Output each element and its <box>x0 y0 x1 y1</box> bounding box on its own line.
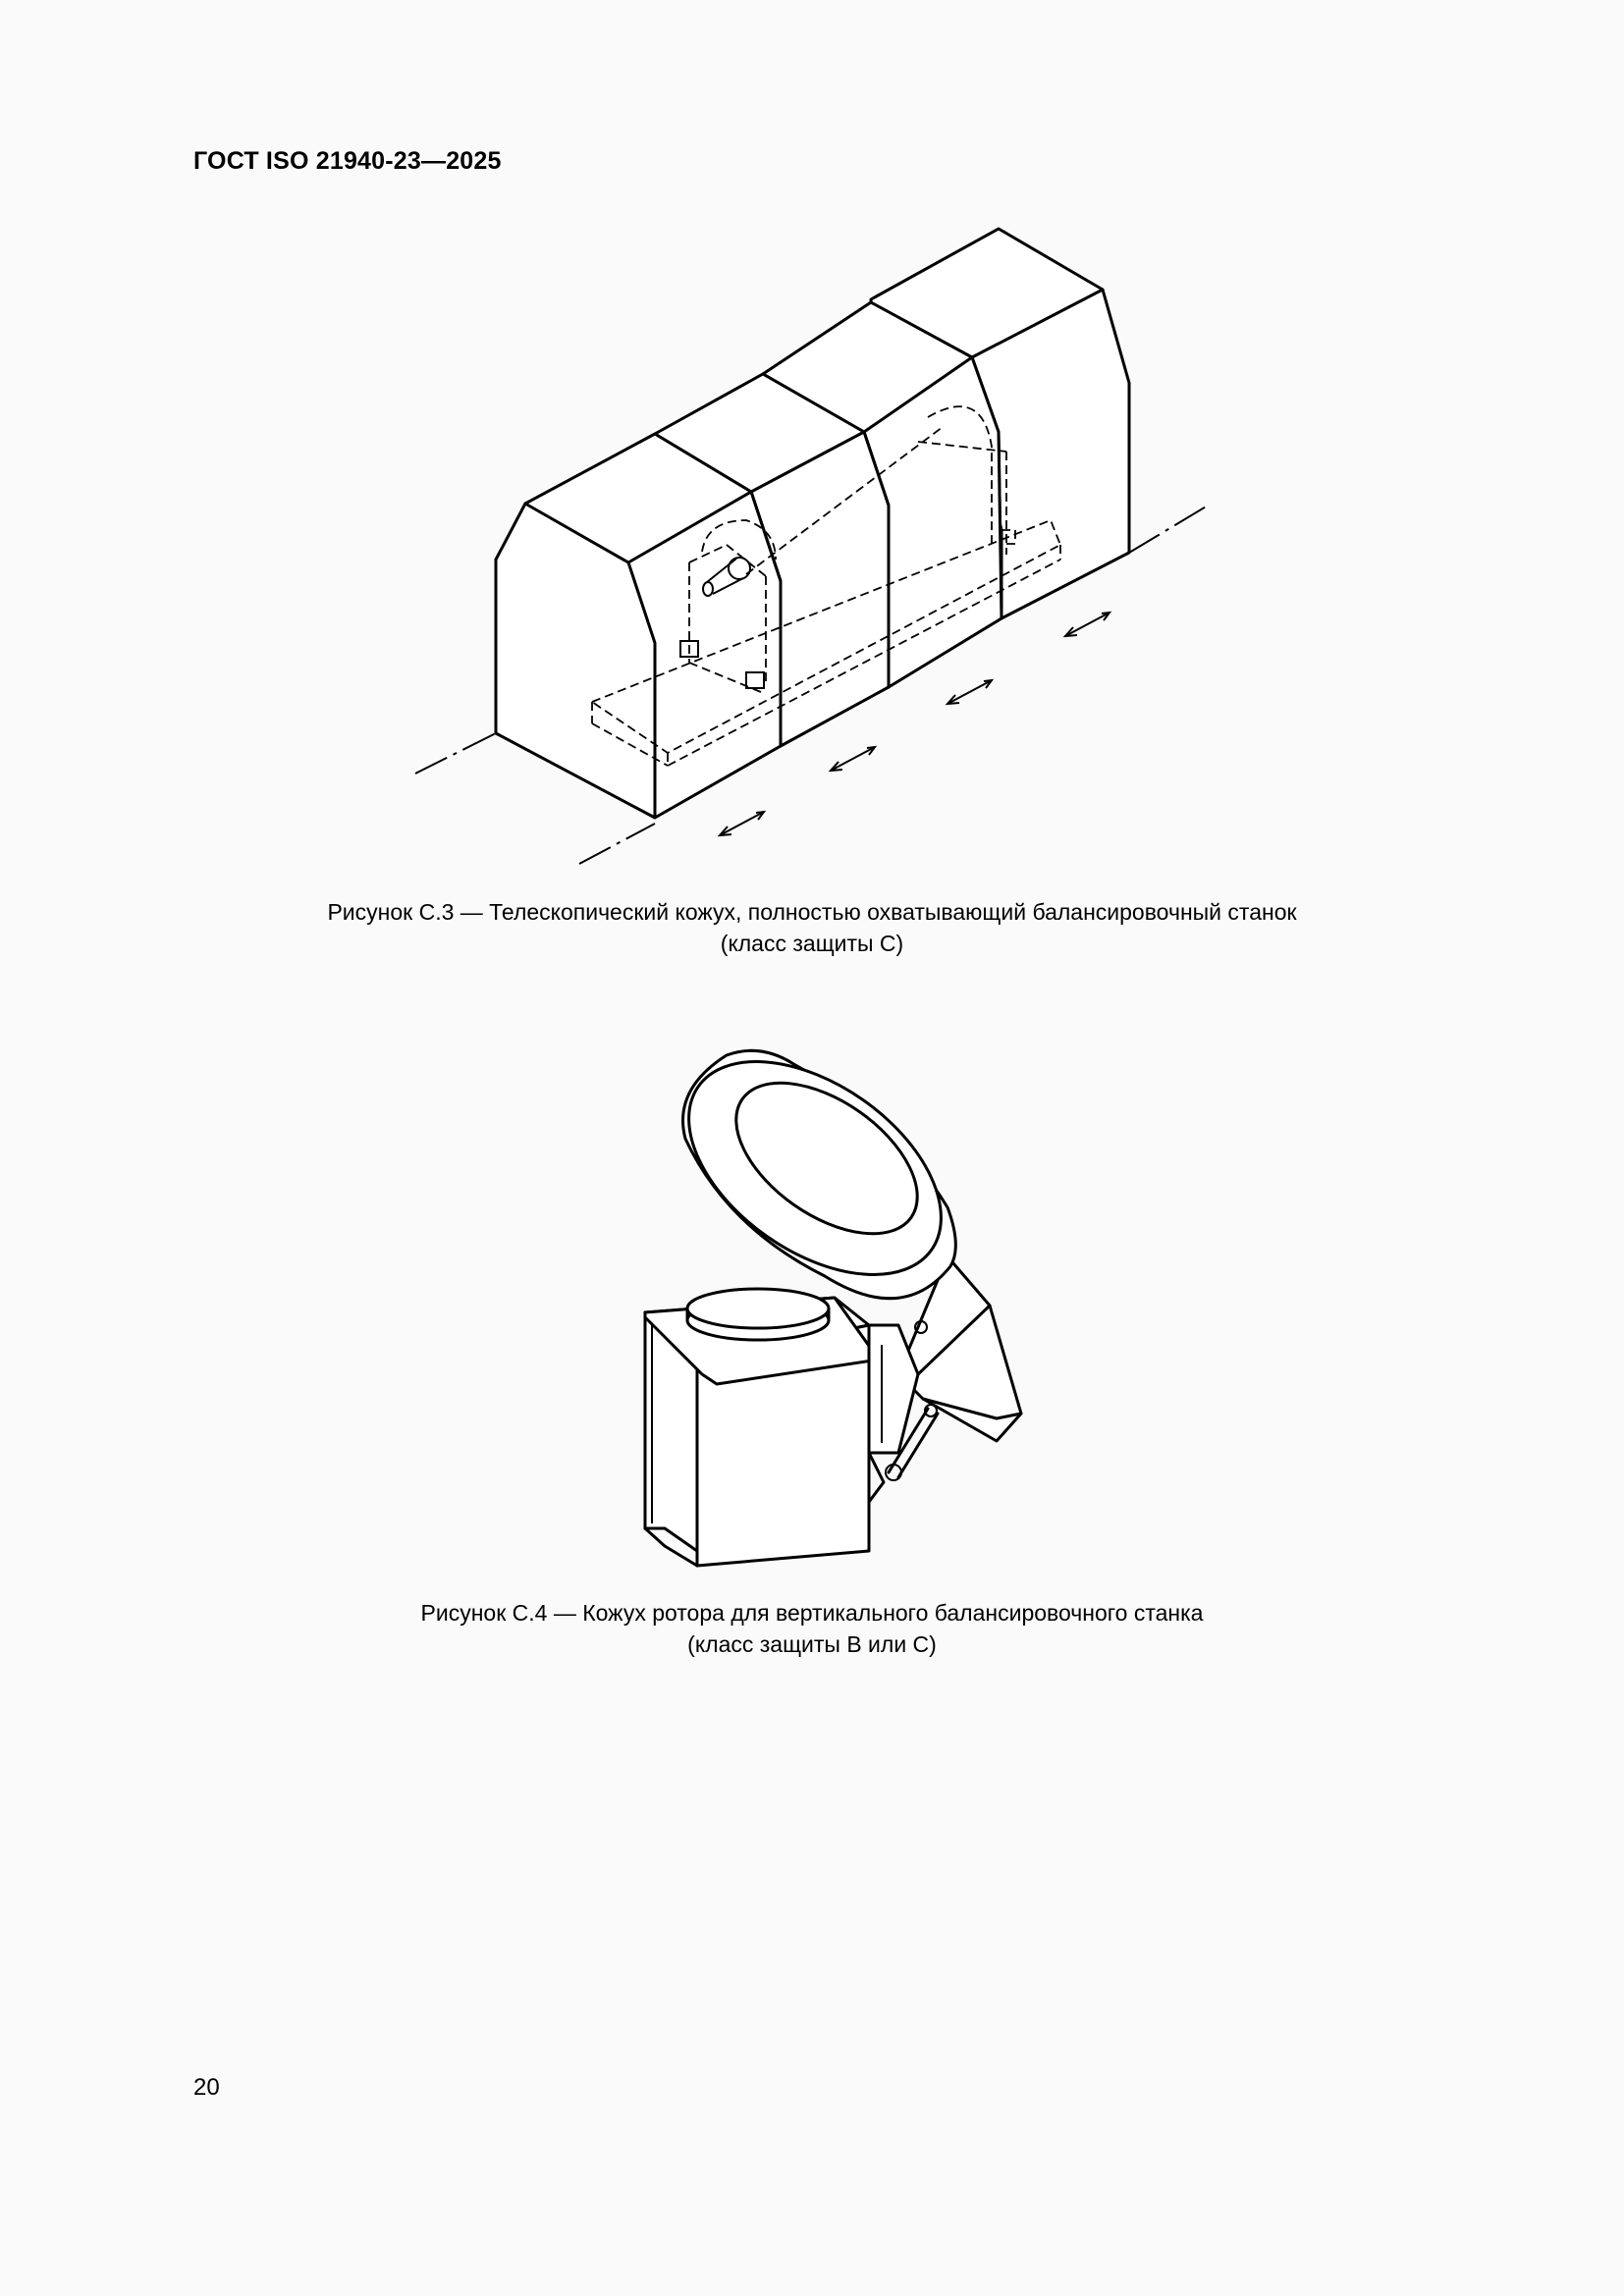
figure-c4-caption-line1: Рисунок С.4 — Кожух ротора для вертикального балансировочного станка <box>420 1600 1204 1626</box>
figure-c3-drawing <box>412 216 1276 903</box>
page-number: 20 <box>193 2074 220 2101</box>
figure-c3-caption-line1: Рисунок С.3 — Телескопический кожух, полностью охватывающий балансировочный станок <box>327 899 1297 925</box>
figure-c4-caption-line2: (класс защиты В или С) <box>687 1631 937 1657</box>
figure-c3-caption-line2: (класс защиты С) <box>720 931 904 956</box>
document-header: ГОСТ ISO 21940-23—2025 <box>193 147 502 175</box>
figure-c4-drawing <box>628 1031 1070 1580</box>
